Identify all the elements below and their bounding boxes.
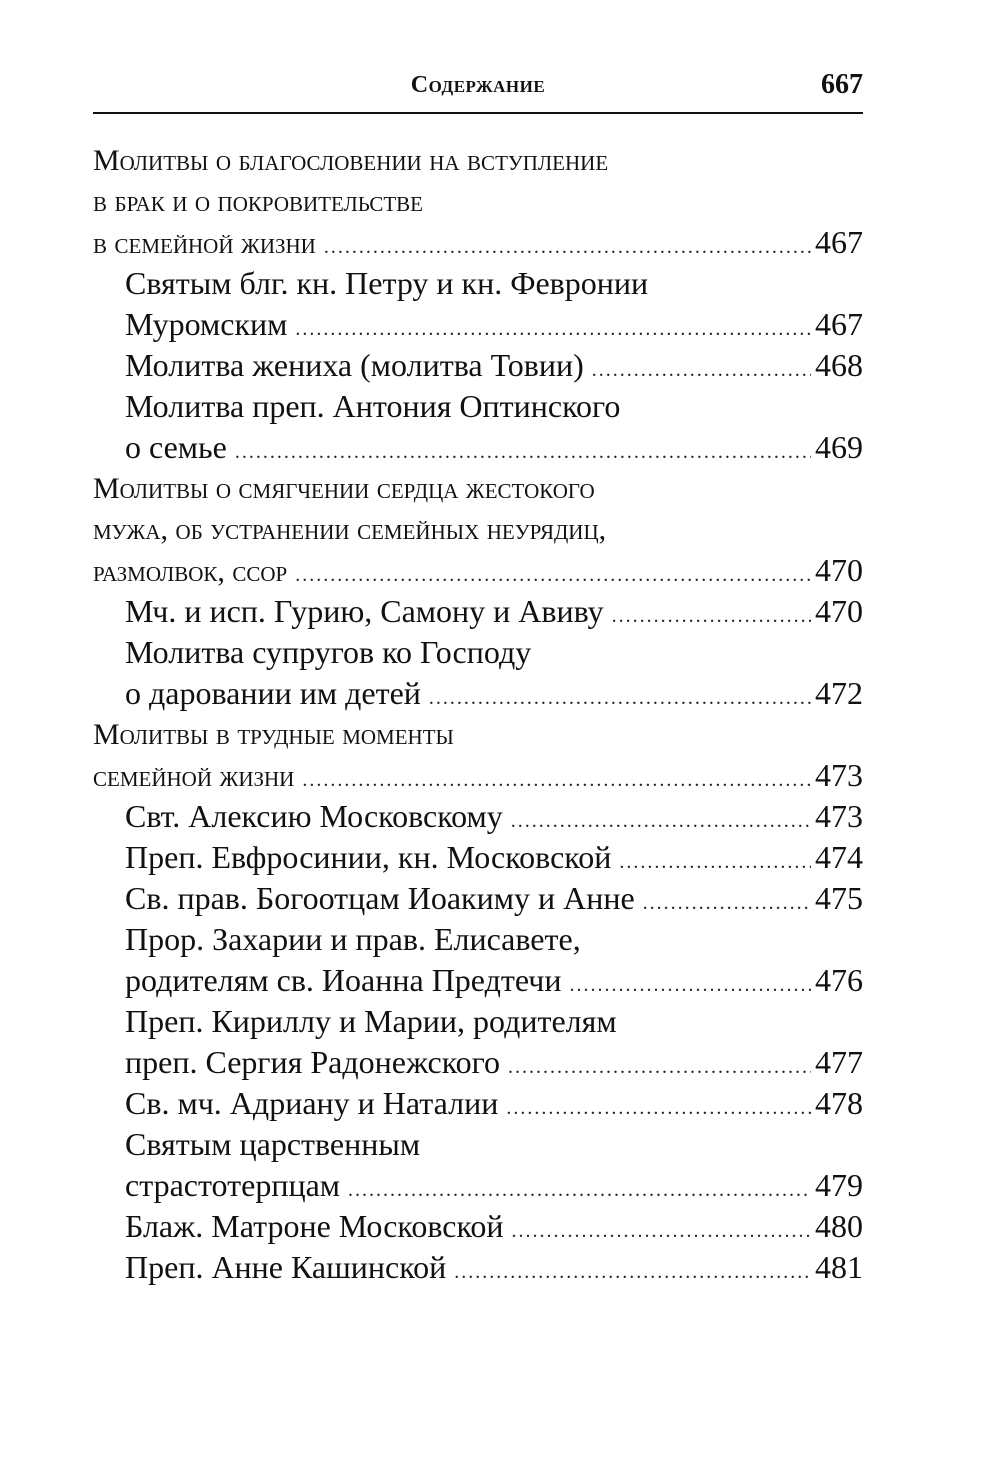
running-header [93, 68, 863, 114]
toc-line [93, 632, 863, 673]
toc-line [93, 591, 863, 632]
toc-line-text: Мч. и исп. Гурию, Самону и Авиву [125, 593, 604, 629]
toc-entry [93, 1001, 863, 1083]
toc-line [93, 468, 863, 509]
toc-line-text: Св. прав. Богоотцам Иоакиму и Анне [125, 880, 635, 916]
toc-page-number: 467 [815, 306, 863, 342]
toc-entry [93, 1247, 863, 1288]
toc-line [93, 673, 863, 714]
dot-leader [643, 883, 811, 924]
toc-line [93, 714, 863, 755]
toc-page-number: 476 [815, 962, 863, 998]
dot-leader [429, 678, 811, 719]
toc-entry [93, 386, 863, 468]
toc-line-text: в семейной жизни [93, 227, 316, 260]
dot-leader [348, 1170, 811, 1211]
dot-leader [454, 1252, 811, 1293]
toc-line [93, 304, 863, 345]
toc-line-text: Блаж. Матроне Московской [125, 1208, 504, 1244]
toc-entry [93, 878, 863, 919]
toc-line-text: Муромским [125, 306, 288, 342]
toc-line [93, 1165, 863, 1206]
toc-line-text: Молитва супругов ко Господу [125, 634, 532, 670]
toc-line-text: семейной жизни [93, 760, 295, 793]
toc-line [93, 140, 863, 181]
toc-line-text: страстотерпцам [125, 1167, 341, 1203]
toc-line-text: преп. Сергия Радонежского [125, 1044, 500, 1080]
toc-line [93, 837, 863, 878]
toc-line [93, 755, 863, 796]
header-title: Содержание [410, 72, 546, 98]
toc-line [93, 263, 863, 304]
dot-leader [295, 555, 811, 596]
toc-line-text: о семье [125, 429, 227, 465]
toc-page-number: 473 [815, 757, 863, 793]
toc-page-number: 480 [815, 1208, 863, 1244]
toc-line [93, 1001, 863, 1042]
toc-entry [93, 919, 863, 1001]
toc-line-text: размолвок, ссор [93, 555, 288, 588]
toc-line-text: мужа, об устранении семейных неурядиц, [93, 513, 607, 546]
toc-line-text: Преп. Анне Кашинской [125, 1249, 447, 1285]
toc-entry [93, 1206, 863, 1247]
dot-leader [506, 1088, 811, 1129]
toc-entry [93, 345, 863, 386]
toc-line [93, 550, 863, 591]
toc-line [93, 878, 863, 919]
dot-leader [302, 760, 811, 801]
dot-leader [295, 309, 811, 350]
toc-entry [93, 632, 863, 714]
toc-entry [93, 591, 863, 632]
toc-entry [93, 263, 863, 345]
toc-line-text: Молитва преп. Антония Оптинского [125, 388, 621, 424]
dot-leader [619, 842, 811, 883]
toc-line [93, 1042, 863, 1083]
book-page [93, 68, 863, 1288]
toc-line [93, 181, 863, 222]
toc-line-text: Свт. Алексию Московскому [125, 798, 503, 834]
dot-leader [512, 1211, 811, 1252]
toc-page-number: 467 [815, 224, 863, 260]
dot-leader [324, 227, 811, 268]
toc-page-number: 478 [815, 1085, 863, 1121]
toc-line [93, 1124, 863, 1165]
dot-leader [612, 596, 811, 637]
toc-section [93, 140, 863, 263]
dot-leader [508, 1047, 811, 1088]
toc-line-text: в брак и о покровительстве [93, 185, 423, 218]
toc-line-text: Прор. Захарии и прав. Елисавете, [125, 921, 581, 957]
toc-line [93, 345, 863, 386]
toc-page-number: 470 [815, 593, 863, 629]
dot-leader [569, 965, 811, 1006]
header-page-number: 667 [821, 69, 863, 100]
toc-page-number: 472 [815, 675, 863, 711]
toc-line-text: Св. мч. Адриану и Наталии [125, 1085, 499, 1121]
toc-line [93, 1247, 863, 1288]
toc-page-number: 481 [815, 1249, 863, 1285]
toc-page-number: 477 [815, 1044, 863, 1080]
toc-page-number: 470 [815, 552, 863, 588]
toc-entry [93, 1124, 863, 1206]
toc-page-number: 475 [815, 880, 863, 916]
toc-line [93, 960, 863, 1001]
toc-line [93, 222, 863, 263]
toc-entry [93, 837, 863, 878]
dot-leader [592, 350, 811, 391]
toc-line [93, 386, 863, 427]
toc-line [93, 796, 863, 837]
toc-line-text: Преп. Евфросинии, кн. Московской [125, 839, 612, 875]
toc-line [93, 427, 863, 468]
toc-entry [93, 796, 863, 837]
toc-line-text: Молитвы о благословении на вступление [93, 144, 609, 177]
toc-line [93, 1083, 863, 1124]
toc-line-text: Молитвы о смягчении сердца жестокого [93, 472, 595, 505]
toc-line-text: Святым блг. кн. Петру и кн. Февронии [125, 265, 649, 301]
toc-line [93, 919, 863, 960]
toc-page-number: 479 [815, 1167, 863, 1203]
toc-page-number: 474 [815, 839, 863, 875]
toc-line-text: Молитва жениха (молитва Товии) [125, 347, 584, 383]
dot-leader [511, 801, 811, 842]
toc-line-text: родителям св. Иоанна Предтечи [125, 962, 562, 998]
toc-page-number: 473 [815, 798, 863, 834]
toc-line-text: Преп. Кириллу и Марии, родителям [125, 1003, 617, 1039]
toc-line-text: о даровании им детей [125, 675, 421, 711]
toc-line-text: Святым царственным [125, 1126, 421, 1162]
toc-section [93, 714, 863, 796]
toc-page-number: 468 [815, 347, 863, 383]
toc-line-text: Молитвы в трудные моменты [93, 718, 454, 751]
toc-line [93, 1206, 863, 1247]
toc-section [93, 468, 863, 591]
toc-line [93, 509, 863, 550]
toc-page-number: 469 [815, 429, 863, 465]
table-of-contents [93, 140, 863, 1288]
toc-entry [93, 1083, 863, 1124]
dot-leader [235, 432, 811, 473]
